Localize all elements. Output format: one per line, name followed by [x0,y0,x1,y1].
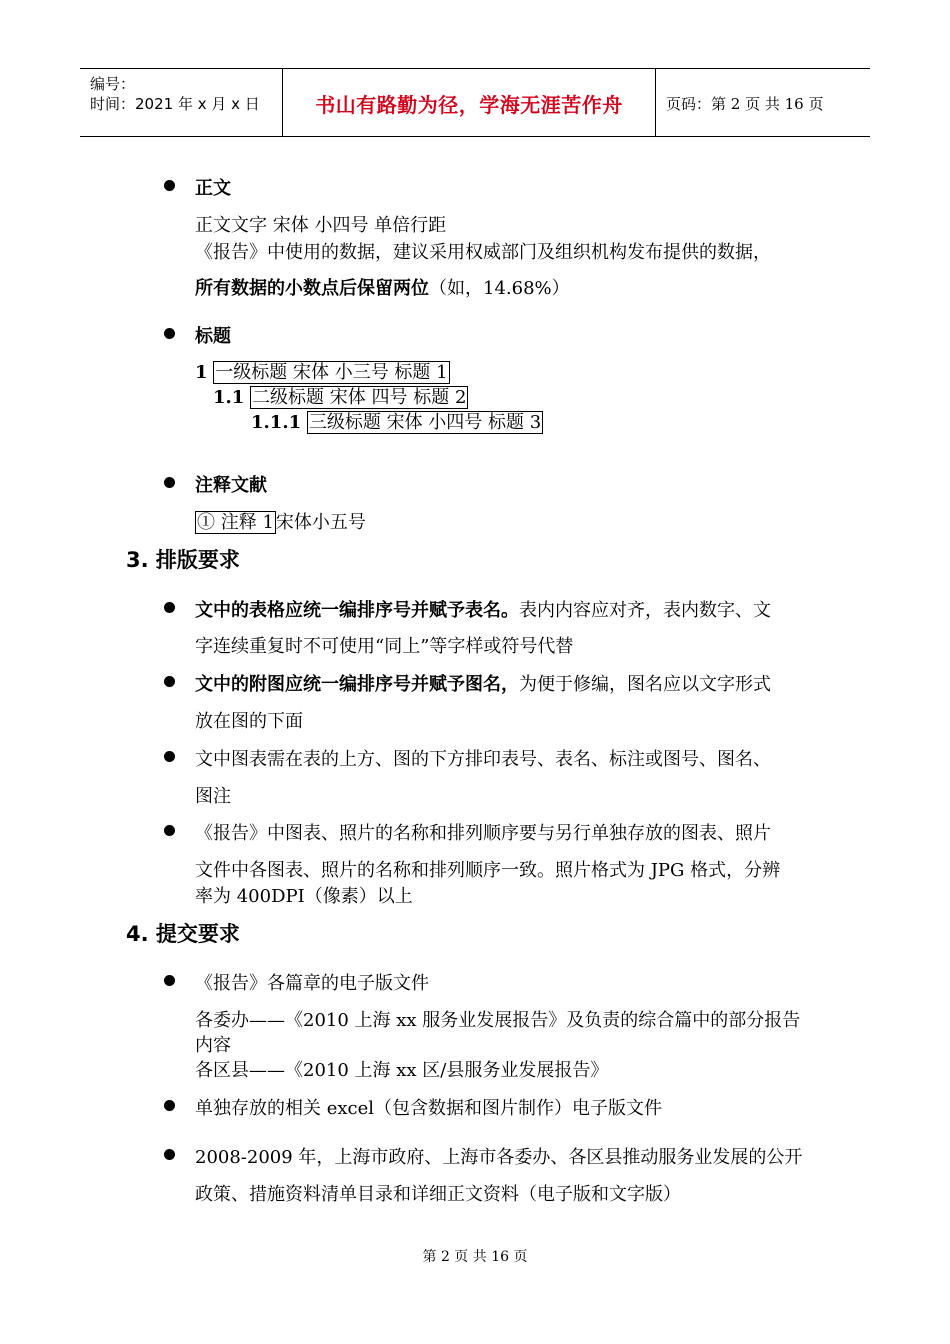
heading-style-box: 三级标题 宋体 小四号 标题 3 [308,412,542,433]
body-line: 各委办——《2010 上海 xx 服务业发展报告》及负责的综合篇中的部分报告 [195,1010,801,1031]
body-line [195,670,771,696]
body-line: 各区县——《2010 上海 xx 区/县服务业发展报告》 [195,1060,609,1081]
body-text: 表内内容应对齐，表内数字、文 [519,600,771,621]
heading-style-box: 一级标题 宋体 小三号 标题 1 [215,362,448,383]
header-motto-cell [283,69,656,136]
body-text: （如，14.68%） [429,278,570,299]
page-footer: 第 2 页 共 16 页 [422,1249,528,1265]
header-page-info: 页码：第 2 页 共 16 页 [666,95,824,113]
note-sample [195,508,366,534]
body-line: 2008-2009 年，上海市政府、上海市各委办、各区县推动服务业发展的公开 [195,1147,803,1168]
section-heading-layout: 3. 排版要求 [126,548,240,572]
heading-number: 1.1.1 [251,412,302,433]
body-line: 正文文字 宋体 小四号 单倍行距 [195,215,447,236]
bullet-icon [164,751,175,762]
body-line: 《报告》各篇章的电子版文件 [195,973,429,994]
heading-style-box: 二级标题 宋体 四号 标题 2 [252,387,467,408]
body-line: 图注 [195,786,231,807]
heading-sample-level2 [213,383,468,409]
bullet-icon [164,328,175,339]
body-line: 文中图表需在表的上方、图的下方排印表号、表名、标注或图号、图名、 [195,749,771,770]
bold-text: 文中的附图应统一编排序号并赋予图名， [195,674,519,695]
body-line: 放在图的下面 [195,711,303,732]
bullet-icon [164,602,175,613]
body-line: 政策、措施资料清单目录和详细正文资料（电子版和文字版） [195,1184,681,1205]
bullet-heading-titles: 标题 [195,326,231,347]
body-line: 字连续重复时不可使用“同上”等字样或符号代替 [195,636,574,657]
bold-text: 文中的表格应统一编排序号并赋予表名。 [195,600,519,621]
body-line: 单独存放的相关 excel（包含数据和图片制作）电子版文件 [195,1098,663,1119]
bullet-icon [164,477,175,488]
body-line [195,596,771,622]
header-page-cell [656,69,870,136]
page-header [80,68,870,137]
bullet-icon [164,825,175,836]
bullet-icon [164,676,175,687]
section-heading-submission: 4. 提交要求 [126,922,240,946]
heading-number: 1.1 [213,387,245,408]
body-text: 宋体小五号 [275,512,366,533]
header-meta-cell [80,69,283,136]
heading-sample-level1 [195,358,450,384]
bold-text: 所有数据的小数点后保留两位 [195,278,429,299]
body-text: 为便于修编，图名应以文字形式 [519,674,771,695]
body-line: 文件中各图表、照片的名称和排列顺序一致。照片格式为 JPG 格式，分辨 [195,860,781,881]
bullet-icon [164,1149,175,1160]
bullet-heading-notes: 注释文献 [195,475,267,496]
note-style-box: ① 注释 1 [197,512,274,533]
bullet-icon [164,180,175,191]
body-line: 《报告》中图表、照片的名称和排列顺序要与另行单独存放的图表、照片 [195,823,771,844]
doc-time-label: 时间：2021 年 x 月 x 日 [90,95,260,113]
body-line: 内容 [195,1035,231,1056]
body-line: 《报告》中使用的数据，建议采用权威部门及组织机构发布提供的数据， [195,242,771,263]
heading-number: 1 [195,362,208,383]
doc-number-label: 编号： [90,75,136,93]
body-line: 率为 400DPI（像素）以上 [195,886,413,907]
bullet-heading-body: 正文 [195,178,231,199]
body-line [195,274,570,300]
heading-sample-level3 [251,408,543,434]
header-motto: 书山有路勤为径，学海无涯苦作舟 [315,93,623,117]
bullet-icon [164,975,175,986]
bullet-icon [164,1100,175,1111]
